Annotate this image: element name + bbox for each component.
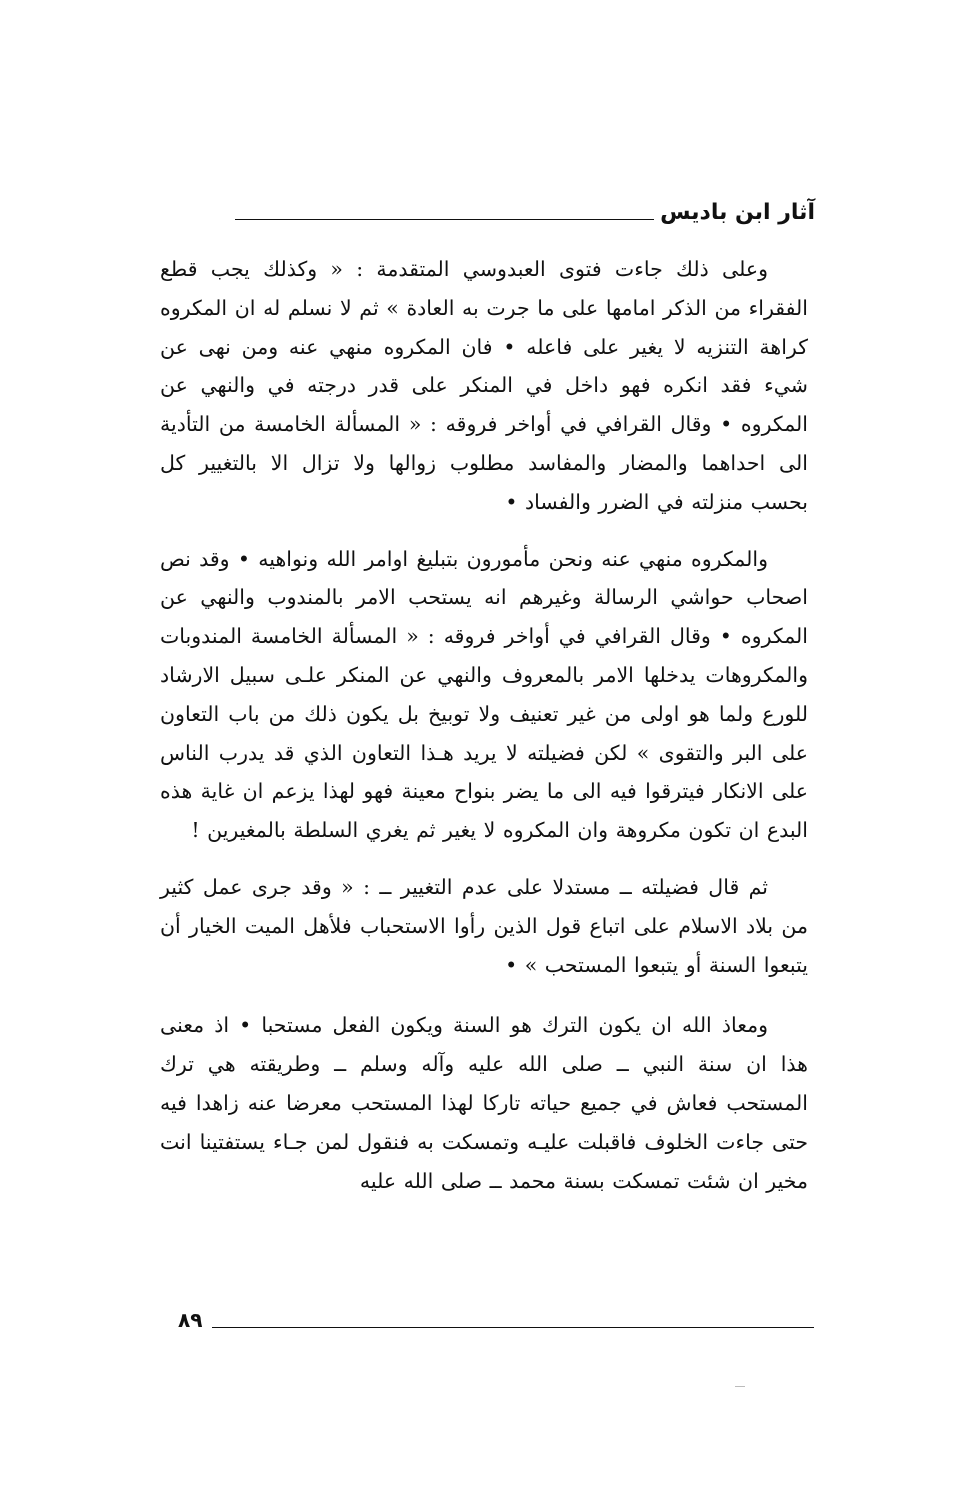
page-footer bbox=[178, 1302, 814, 1332]
paragraph: ثم قال فضيلته ــ مستدلا على عدم التغيير ــ : « وقد جرى عمل كثير من بلاد الاسلام على اتباع قول الذين رأوا الاستحباب فلأهل الميت الخيار أن يتبعوا السنة أو يتبعوا المستحب » • bbox=[160, 874, 808, 977]
paragraph: والمكروه منهي عنه ونحن مأمورون بتبليغ اوامر الله ونواهيه • وقد نص اصحاب حواشي الرسالة وغيرهم انه يستحب الامر بالمندوب والنهي عن المكروه • وقال القرافي في أواخر فروقه : « المسألة الخامسة المندوبات والمكروهات يدخلها الامر بالمعروف والنهي عن المنكر علـى سبيل الارشاد للورع ولما هو اولى من غير تعنيف ولا توبيخ بل يكون ذلك من باب التعاون على البر والتقوى » لكن فضيلته لا يريد هـذا التعاون الذي قد يدرب الناس على الانكار فيترقوا فيه الى ما يضر بنواح معينة فهو لهذا يزعم ان غاية هذه البدع ان تكون مكروهة وان المكروه لا يغير ثم يغري السلطة بالمغيرين ! bbox=[160, 546, 808, 843]
page-body bbox=[160, 250, 808, 1222]
paragraph: وعلى ذلك جاءت فتوى العبدوسي المتقدمة : « وكذلك يجب قطع الفقراء من الذكر امامها على ما جرت به العادة » ثم لا نسلم له ان المكروه كراهة التنزيه لا يغير على فاعله • فان المكروه منهي عنه ومن نهى عن شيء فقد انكره فهو داخل في المنكر على قدر درجته في والنهي عن المكروه • وقال القرافي في أواخر فروقه : « المسألة الخامسة من التأدية الى احداهما والمضار والمفاسد مطلوب زوالها ولا تزال الا بالتغيير كل بحسب منزلته في الضرر والفساد • bbox=[160, 257, 808, 514]
page-number: ٨٩ bbox=[178, 1308, 203, 1332]
footer-rule bbox=[212, 1327, 814, 1328]
running-header bbox=[235, 192, 815, 226]
scan-speck bbox=[735, 1386, 745, 1387]
book-title: آثار ابن باديس bbox=[660, 200, 815, 225]
paragraph: ومعاذ الله ان يكون الترك هو السنة ويكون الفعل مستحبا • اذ معنى هذا ان سنة النبي ــ صلى الله عليه وآله وسلم ــ وطريقته هي ترك المستحب فعاش في جميع حياته تاركا لهذا المستحب معرضا عنه زاهدا فيه حتى جاءت الخلوف فاقبلت عليـه وتمسكت به فنقول لمن جـاء يستفتينا انت مخير ان شئت تمسكت بسنة محمد ــ صلى الله عليه bbox=[160, 1013, 808, 1193]
header-rule bbox=[235, 219, 654, 220]
